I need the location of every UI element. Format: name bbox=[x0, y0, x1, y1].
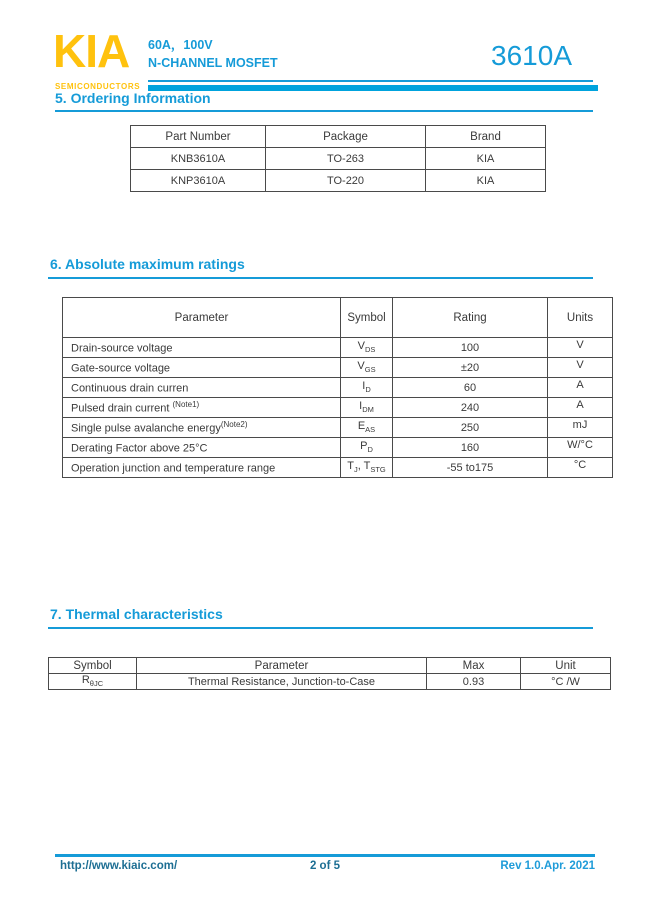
section-absmax-underline bbox=[48, 277, 593, 279]
absmax-cell-symbol: $I_{DM}$ bbox=[341, 398, 393, 418]
ordering-header-part-number: Part Number bbox=[131, 126, 266, 148]
ordering-table bbox=[130, 125, 546, 192]
absmax-cell-parameter: Pulsed drain current $^{(Note1)}$ bbox=[63, 398, 341, 418]
absmax-cell-symbol: $V_{GS}$ bbox=[341, 358, 393, 378]
ordering-cell-brand: KIA bbox=[426, 148, 546, 170]
absmax-cell-units: mJ bbox=[548, 418, 613, 438]
absmax-cell-rating: 240 bbox=[393, 398, 548, 418]
thermal-header-symbol: Symbol bbox=[49, 658, 137, 674]
absmax-header-rating: Rating bbox=[393, 298, 548, 338]
section-ordering-underline bbox=[55, 110, 593, 112]
thermal-cell-parameter: Thermal Resistance, Junction-to-Case bbox=[137, 674, 427, 690]
ordering-cell-part-number: KNB3610A bbox=[131, 148, 266, 170]
absmax-cell-units: V bbox=[548, 338, 613, 358]
table-row bbox=[63, 358, 613, 378]
thermal-cell-max: 0.93 bbox=[427, 674, 521, 690]
section-absmax-title: 6. Absolute maximum ratings bbox=[50, 256, 245, 272]
table-row bbox=[63, 438, 613, 458]
section-thermal-title: 7. Thermal characteristics bbox=[50, 606, 223, 622]
absmax-cell-rating: 250 bbox=[393, 418, 548, 438]
thermal-cell-symbol: $R_{\theta JC}$ bbox=[49, 674, 137, 690]
footer-page-number: 2 of 5 bbox=[309, 860, 341, 872]
ordering-cell-package: TO-220 bbox=[266, 170, 426, 192]
note-ref: (Note1) bbox=[172, 400, 200, 410]
absmax-cell-symbol: $V_{DS}$ bbox=[341, 338, 393, 358]
table-row bbox=[63, 458, 613, 478]
footer-revision: Rev 1.0.Apr. 2021 bbox=[500, 860, 595, 872]
absmax-header-units: Units bbox=[548, 298, 613, 338]
absmax-cell-units: A bbox=[548, 398, 613, 418]
table-row bbox=[63, 418, 613, 438]
absmax-cell-rating: -55 to175 bbox=[393, 458, 548, 478]
thermal-header-parameter: Parameter bbox=[137, 658, 427, 674]
table-row bbox=[49, 674, 611, 690]
absmax-cell-rating: 100 bbox=[393, 338, 548, 358]
absmax-cell-parameter: Continuous drain curren bbox=[63, 378, 341, 398]
part-number-title: 3610A bbox=[491, 40, 572, 71]
header-rule-thin bbox=[148, 80, 593, 82]
ordering-cell-brand: KIA bbox=[426, 170, 546, 192]
absmax-cell-symbol: $P_D$ bbox=[341, 438, 393, 458]
table-row bbox=[131, 170, 546, 192]
absmax-cell-rating: 160 bbox=[393, 438, 548, 458]
brand-logo-subtext: SEMICONDUCTORS bbox=[55, 82, 141, 91]
absolute-maximum-ratings-table bbox=[62, 297, 613, 478]
absmax-cell-rating: 60 bbox=[393, 378, 548, 398]
table-row bbox=[63, 378, 613, 398]
ordering-header-brand: Brand bbox=[426, 126, 546, 148]
absmax-cell-parameter: Gate-source voltage bbox=[63, 358, 341, 378]
thermal-header-max: Max bbox=[427, 658, 521, 674]
footer-rule bbox=[55, 854, 595, 857]
ordering-cell-part-number: KNP3610A bbox=[131, 170, 266, 192]
absmax-cell-units: °C bbox=[548, 458, 613, 478]
absmax-header-parameter: Parameter bbox=[63, 298, 341, 338]
ordering-cell-package: TO-263 bbox=[266, 148, 426, 170]
absmax-cell-symbol: $E_{AS}$ bbox=[341, 418, 393, 438]
device-spec-summary bbox=[148, 36, 278, 72]
ordering-table-header-row bbox=[131, 126, 546, 148]
thermal-header-unit: Unit bbox=[521, 658, 611, 674]
section-ordering-title: 5. Ordering Information bbox=[55, 90, 211, 106]
footer-url-link[interactable]: http://www.kiaic.com/ bbox=[60, 860, 178, 872]
absmax-table-header-row bbox=[63, 298, 613, 338]
section-thermal-underline bbox=[48, 627, 593, 629]
ordering-header-package: Package bbox=[266, 126, 426, 148]
absmax-cell-rating: ±20 bbox=[393, 358, 548, 378]
spec-line-rating: 60A，100V bbox=[148, 38, 213, 52]
absmax-header-symbol: Symbol bbox=[341, 298, 393, 338]
absmax-cell-symbol: $T_J$, $T_{STG}$ bbox=[341, 458, 393, 478]
absmax-cell-units: A bbox=[548, 378, 613, 398]
absmax-cell-units: W/°C bbox=[548, 438, 613, 458]
note-ref: (Note2) bbox=[220, 420, 248, 430]
absmax-cell-parameter: Single pulse avalanche energy$^{(Note2)}$ bbox=[63, 418, 341, 438]
absmax-cell-parameter: Operation junction and temperature range bbox=[63, 458, 341, 478]
absmax-cell-parameter: Drain-source voltage bbox=[63, 338, 341, 358]
brand-logo: KIA bbox=[53, 25, 130, 77]
thermal-characteristics-table bbox=[48, 657, 611, 690]
thermal-table-header-row bbox=[49, 658, 611, 674]
table-row bbox=[63, 398, 613, 418]
table-row bbox=[63, 338, 613, 358]
absmax-cell-parameter: Derating Factor above 25°C bbox=[63, 438, 341, 458]
absmax-cell-units: V bbox=[548, 358, 613, 378]
header-rule-thick bbox=[148, 85, 598, 91]
thermal-cell-unit: °C /W bbox=[521, 674, 611, 690]
spec-line-type: N-CHANNEL MOSFET bbox=[148, 56, 278, 70]
table-row bbox=[131, 148, 546, 170]
absmax-cell-symbol: $I_D$ bbox=[341, 378, 393, 398]
